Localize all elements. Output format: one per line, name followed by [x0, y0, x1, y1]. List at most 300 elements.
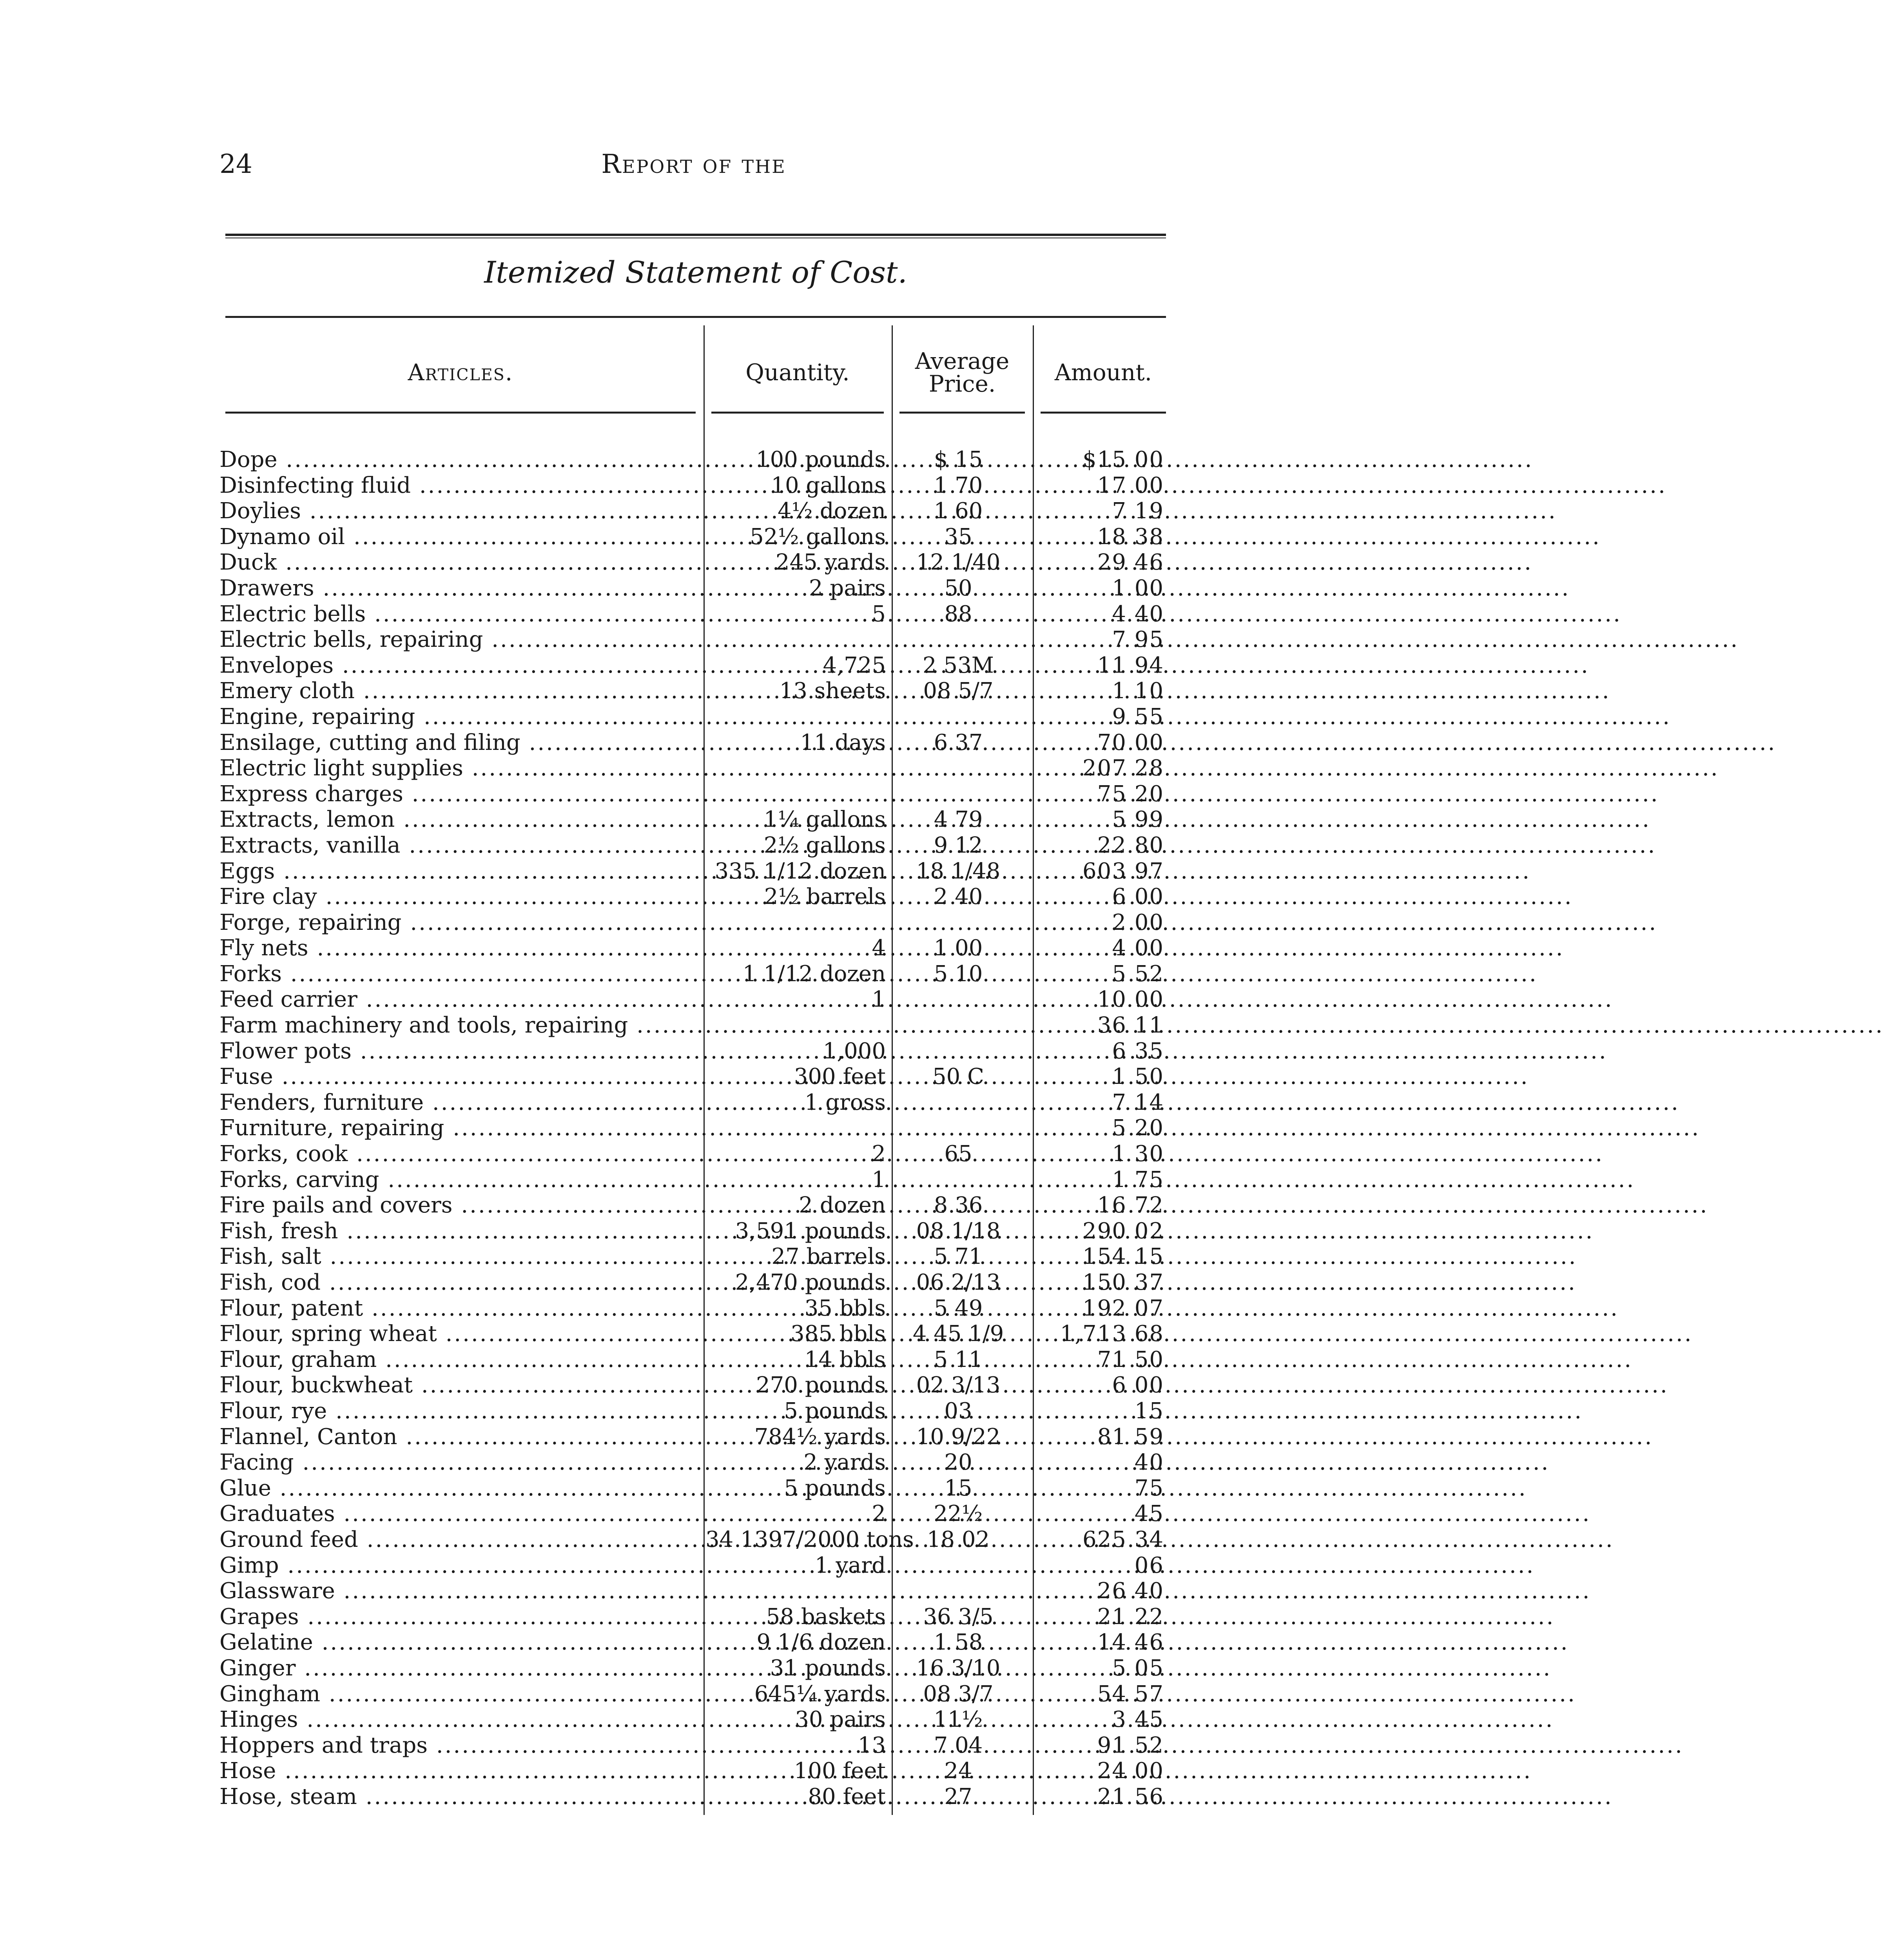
article-cell	[219, 1296, 698, 1321]
article-cell	[219, 858, 698, 884]
amount-cell: 22 80	[1097, 832, 1164, 858]
average-price-cell: 88	[944, 601, 972, 627]
average-price-cell: 6 37	[934, 730, 983, 755]
average-price-cell: 65	[944, 1141, 972, 1167]
average-price-cell: 22½	[934, 1501, 983, 1527]
table-row	[219, 601, 1176, 627]
page-header	[219, 149, 1168, 192]
article-cell	[219, 1501, 698, 1527]
quantity-cell: 5	[872, 601, 886, 627]
article-cell	[219, 678, 698, 704]
table-row	[219, 1578, 1176, 1604]
article-cell	[219, 1578, 698, 1604]
table-row	[219, 1655, 1176, 1681]
table-row	[219, 678, 1176, 704]
amount-cell: 6 00	[1112, 884, 1164, 910]
quantity-cell: 1 gross	[804, 1089, 886, 1115]
quantity-cell: 2 pairs	[809, 575, 886, 601]
table-row	[219, 1630, 1176, 1655]
quantity-cell: 35 bbls	[804, 1295, 886, 1321]
average-price-cell: 35	[944, 524, 972, 550]
amount-cell: 5 99	[1112, 807, 1164, 833]
article-cell	[219, 1784, 698, 1810]
table-row	[219, 1013, 1176, 1038]
article-cell	[219, 730, 698, 756]
average-price-cell: 11½	[934, 1707, 983, 1733]
article-cell	[219, 987, 698, 1013]
article-label: Drawers .....	[219, 575, 698, 601]
article-cell	[219, 1064, 698, 1090]
average-price-cell: 08 3/7	[923, 1681, 994, 1707]
header-underline	[899, 412, 1025, 414]
table-row	[219, 1501, 1176, 1527]
amount-cell: 7 95	[1112, 627, 1164, 653]
article-label: Fire pails and covers .....	[219, 1192, 698, 1218]
article-label: Duck .....	[219, 550, 698, 575]
amount-cell: 1,713 68	[1060, 1321, 1164, 1347]
quantity-cell: 245 yards	[775, 550, 886, 575]
quantity-cell: 3,591 pounds	[735, 1218, 886, 1244]
quantity-cell: 27 barrels	[771, 1244, 886, 1270]
table-row	[219, 1733, 1176, 1759]
article-label: Gimp .....	[219, 1553, 698, 1579]
amount-cell: 6 00	[1112, 1372, 1164, 1398]
article-label: Disinfecting fluid .....	[219, 473, 698, 499]
article-cell	[219, 884, 698, 910]
average-price-cell: 4 45 1/9	[912, 1321, 1004, 1347]
table-row	[219, 987, 1176, 1013]
article-label: Flour, spring wheat .....	[219, 1321, 698, 1347]
amount-cell: 75 20	[1097, 781, 1164, 807]
amount-cell: 1 30	[1112, 1141, 1164, 1167]
quantity-cell: 13 sheets	[779, 678, 886, 704]
table-row	[219, 1398, 1176, 1424]
average-price-cell: 03	[944, 1398, 972, 1424]
quantity-cell: 31 pounds	[770, 1655, 886, 1681]
table-row	[219, 858, 1176, 884]
article-cell	[219, 1733, 698, 1759]
average-price-cell: 24	[944, 1758, 972, 1784]
average-price-cell: 5 71	[934, 1244, 983, 1270]
article-cell	[219, 1038, 698, 1064]
quantity-cell: 34 1397/2000 tons	[705, 1526, 914, 1552]
article-label: Ginger .....	[219, 1655, 698, 1681]
article-cell	[219, 524, 698, 550]
quantity-cell: 14 bbls	[804, 1347, 886, 1372]
quantity-cell: 100 feet	[794, 1758, 886, 1784]
article-label: Envelopes .....	[219, 653, 698, 679]
table-row	[219, 704, 1176, 730]
quantity-cell: 4,725	[823, 652, 886, 678]
amount-cell: 06	[1134, 1552, 1164, 1578]
article-cell	[219, 1398, 698, 1424]
average-price-cell: 2 53M	[922, 652, 994, 678]
article-cell	[219, 1090, 698, 1116]
amount-cell: 16 72	[1097, 1192, 1164, 1218]
quantity-cell: 2,470 pounds	[735, 1270, 886, 1295]
quantity-cell: 100 pounds	[756, 447, 886, 472]
article-label: Fish, fresh .....	[219, 1218, 698, 1244]
average-price-cell: 1 58	[934, 1630, 983, 1655]
header-underline	[225, 412, 696, 414]
table-row	[219, 730, 1176, 756]
article-cell	[219, 627, 698, 653]
article-cell	[219, 1707, 698, 1733]
article-label: Glassware .....	[219, 1578, 698, 1604]
article-label: Flour, buckwheat .....	[219, 1372, 698, 1398]
article-label: Electric bells, repairing .....	[219, 627, 698, 653]
table-row	[219, 1115, 1176, 1141]
quantity-cell: 52½ gallons	[750, 524, 886, 550]
average-price-cell: 8 36	[934, 1192, 983, 1218]
article-cell	[219, 1192, 698, 1218]
average-price-cell: $ 15	[934, 447, 983, 472]
table-row	[219, 1372, 1176, 1398]
article-label: Ground feed .....	[219, 1527, 698, 1553]
average-price-cell: 4 79	[934, 807, 983, 833]
table-row	[219, 1244, 1176, 1270]
quantity-cell: 335 1/12 dozen	[714, 858, 886, 884]
article-cell	[219, 961, 698, 987]
average-price-cell: 02 3/13	[916, 1372, 1001, 1398]
table-row	[219, 1450, 1176, 1475]
table-row	[219, 1347, 1176, 1373]
article-cell	[219, 1321, 698, 1347]
quantity-cell: 9 1/6 dozen	[756, 1630, 886, 1655]
quantity-cell: 1,000	[823, 1038, 886, 1064]
page-number: 24	[219, 149, 252, 179]
table-row	[219, 627, 1176, 653]
table-row	[219, 1475, 1176, 1501]
article-cell	[219, 1347, 698, 1373]
amount-cell: 6 35	[1112, 1038, 1164, 1064]
quantity-cell: 300 feet	[794, 1064, 886, 1090]
quantity-cell: 5 pounds	[784, 1398, 886, 1424]
amount-cell: 45	[1134, 1501, 1164, 1527]
average-price-cell: 16 3/10	[916, 1655, 1001, 1681]
quantity-cell: 1	[872, 1167, 886, 1192]
table-row	[219, 1167, 1176, 1193]
amount-cell: 21 56	[1097, 1784, 1164, 1809]
table-row	[219, 1604, 1176, 1630]
amount-cell: 5 52	[1112, 961, 1164, 987]
article-cell	[219, 1424, 698, 1450]
article-cell	[219, 1681, 698, 1707]
table-row	[219, 833, 1176, 858]
amount-cell: 192 07	[1083, 1295, 1164, 1321]
article-label: Dynamo oil .....	[219, 524, 698, 550]
title-rule	[225, 316, 1166, 318]
article-cell	[219, 910, 698, 936]
table-row	[219, 1038, 1176, 1064]
amount-cell: 290 02	[1083, 1218, 1164, 1244]
article-cell	[219, 1141, 698, 1167]
table-row	[219, 524, 1176, 550]
amount-cell: 26 40	[1097, 1578, 1164, 1604]
header-underline	[1041, 412, 1166, 414]
article-cell	[219, 1218, 698, 1244]
article-label: Fuse .....	[219, 1064, 698, 1090]
quantity-cell: 1 1/12 dozen	[742, 961, 886, 987]
table-row	[219, 473, 1176, 499]
average-price-cell: 7 04	[934, 1732, 983, 1758]
quantity-cell: 385 bbls	[790, 1321, 886, 1347]
amount-cell: 4 00	[1112, 935, 1164, 961]
article-cell	[219, 1758, 698, 1784]
table-row	[219, 1527, 1176, 1553]
column-header-average-price: Average Price.	[915, 348, 1010, 397]
table-row	[219, 653, 1176, 679]
amount-cell: 2 00	[1112, 909, 1164, 935]
table-row	[219, 447, 1176, 473]
amount-cell: 17 00	[1097, 472, 1164, 498]
article-label: Extracts, lemon .....	[219, 807, 698, 833]
running-title: Report of the	[601, 149, 786, 179]
article-cell	[219, 1244, 698, 1270]
average-price-cell: 5 49	[934, 1295, 983, 1321]
amount-cell: 1 75	[1112, 1167, 1164, 1192]
article-label: Farm machinery and tools, repairing .....	[219, 1013, 698, 1038]
table-row	[219, 1296, 1176, 1321]
article-cell	[219, 653, 698, 679]
table-row	[219, 1681, 1176, 1707]
column-header-amount: Amount.	[1054, 359, 1152, 386]
amount-cell: 81 59	[1097, 1424, 1164, 1450]
table-row	[219, 1321, 1176, 1347]
article-cell	[219, 575, 698, 601]
amount-cell: 75	[1134, 1475, 1164, 1501]
amount-cell: 24 00	[1097, 1758, 1164, 1784]
amount-cell: 1 10	[1112, 678, 1164, 704]
quantity-cell: 10 gallons	[771, 472, 886, 498]
average-price-cell: 12 1/40	[916, 550, 1001, 575]
amount-cell: 36 11	[1097, 1013, 1164, 1038]
article-label: Grapes .....	[219, 1604, 698, 1630]
amount-cell: 40	[1134, 1450, 1164, 1475]
article-cell	[219, 447, 698, 473]
quantity-cell: 270 pounds	[756, 1372, 886, 1398]
article-cell	[219, 1013, 698, 1038]
article-label: Fenders, furniture .....	[219, 1090, 698, 1116]
article-label: Forge, repairing .....	[219, 910, 698, 936]
header-rule	[225, 234, 1166, 236]
amount-cell: 625 34	[1083, 1526, 1164, 1552]
table-row	[219, 498, 1176, 524]
quantity-cell: 784½ yards	[754, 1424, 886, 1450]
amount-cell: 54 57	[1097, 1681, 1164, 1707]
quantity-cell: 4	[872, 935, 886, 961]
average-price-cell: 2 40	[934, 884, 983, 910]
amount-cell: 5 20	[1112, 1115, 1164, 1141]
average-price-cell: 08 1/18	[916, 1218, 1001, 1244]
table-row	[219, 1218, 1176, 1244]
statement-title: Itemized Statement of Cost.	[484, 255, 907, 290]
average-price-cell: 27	[944, 1784, 972, 1809]
quantity-cell: 5 pounds	[784, 1475, 886, 1501]
average-price-cell: 20	[944, 1450, 972, 1475]
quantity-cell: 2½ gallons	[763, 832, 886, 858]
average-price-cell: 1 60	[934, 498, 983, 524]
article-label: Graduates .....	[219, 1501, 698, 1527]
amount-cell: $15 00	[1083, 447, 1164, 472]
amount-cell: 9 55	[1112, 704, 1164, 730]
average-price-cell: 18 02	[927, 1526, 990, 1552]
article-label: Flower pots .....	[219, 1038, 698, 1064]
quantity-cell: 1¼ gallons	[763, 807, 886, 833]
quantity-cell: 645¼ yards	[754, 1681, 886, 1707]
article-cell	[219, 781, 698, 807]
table-row	[219, 807, 1176, 833]
article-label: Fly nets .....	[219, 935, 698, 961]
article-cell	[219, 550, 698, 575]
average-price-cell: 50 C	[932, 1064, 984, 1090]
header-underline	[711, 412, 884, 414]
article-label: Hinges .....	[219, 1707, 698, 1733]
table-row	[219, 1424, 1176, 1450]
table-row	[219, 1270, 1176, 1296]
article-label: Doylies .....	[219, 498, 698, 524]
article-label: Flannel, Canton .....	[219, 1424, 698, 1450]
article-label: Forks, cook .....	[219, 1141, 698, 1167]
amount-cell: 15	[1134, 1398, 1164, 1424]
amount-cell: 71 50	[1097, 1347, 1164, 1372]
quantity-cell: 11 days	[800, 730, 886, 755]
amount-cell: 4 40	[1112, 601, 1164, 627]
article-cell	[219, 807, 698, 833]
table-row	[219, 961, 1176, 987]
average-price-cell: 9 12	[934, 832, 983, 858]
article-cell	[219, 601, 698, 627]
amount-cell: 14 46	[1097, 1630, 1164, 1655]
article-label: Fish, cod .....	[219, 1270, 698, 1296]
amount-cell: 91 52	[1097, 1732, 1164, 1758]
amount-cell: 7 19	[1112, 498, 1164, 524]
column-header-articles: Articles.	[408, 359, 513, 386]
quantity-cell: 1	[872, 987, 886, 1013]
article-label: Engine, repairing .....	[219, 704, 698, 730]
article-label: Ensilage, cutting and filing .....	[219, 730, 698, 756]
article-label: Electric light supplies .....	[219, 755, 698, 781]
amount-cell: 70 00	[1097, 730, 1164, 755]
article-label: Dope .....	[219, 447, 698, 473]
article-cell	[219, 1115, 698, 1141]
average-price-cell: 08 5/7	[923, 678, 994, 704]
article-cell	[219, 1270, 698, 1296]
average-price-cell: 15	[944, 1475, 972, 1501]
amount-cell: 5 05	[1112, 1655, 1164, 1681]
article-cell	[219, 1475, 698, 1501]
amount-cell: 11 94	[1097, 652, 1164, 678]
table-row	[219, 755, 1176, 781]
table-row	[219, 1553, 1176, 1579]
quantity-cell: 13	[858, 1732, 886, 1758]
article-label: Hose .....	[219, 1758, 698, 1784]
table-row	[219, 935, 1176, 961]
article-cell	[219, 1553, 698, 1579]
quantity-cell: 2 dozen	[799, 1192, 886, 1218]
average-price-cell: 1 00	[934, 935, 983, 961]
table-row	[219, 575, 1176, 601]
table-row	[219, 1064, 1176, 1090]
amount-cell: 207 28	[1083, 755, 1164, 781]
article-cell	[219, 1655, 698, 1681]
average-price-cell: 36 3/5	[923, 1604, 994, 1630]
article-cell	[219, 1630, 698, 1655]
article-cell	[219, 473, 698, 499]
article-cell	[219, 704, 698, 730]
article-label: Facing .....	[219, 1450, 698, 1475]
amount-cell: 154 15	[1083, 1244, 1164, 1270]
amount-cell: 1 50	[1112, 1064, 1164, 1090]
article-cell	[219, 1167, 698, 1193]
article-cell	[219, 498, 698, 524]
article-label: Fish, salt .....	[219, 1244, 698, 1270]
average-price-cell: 06 2/13	[916, 1270, 1001, 1295]
article-label: Fire clay .....	[219, 884, 698, 910]
table-row	[219, 1758, 1176, 1784]
article-label: Furniture, repairing .....	[219, 1115, 698, 1141]
article-label: Emery cloth .....	[219, 678, 698, 704]
article-label: Extracts, vanilla .....	[219, 833, 698, 858]
article-label: Feed carrier .....	[219, 987, 698, 1013]
article-cell	[219, 935, 698, 961]
article-label: Forks .....	[219, 961, 698, 987]
amount-cell: 10 00	[1097, 987, 1164, 1013]
article-cell	[219, 833, 698, 858]
table-row	[219, 1192, 1176, 1218]
amount-cell: 7 14	[1112, 1089, 1164, 1115]
article-label: Glue .....	[219, 1475, 698, 1501]
article-cell	[219, 1604, 698, 1630]
article-label: Electric bells .....	[219, 601, 698, 627]
average-price-cell: 1 70	[934, 472, 983, 498]
article-label: Forks, carving .....	[219, 1167, 698, 1193]
article-label: Hose, steam .....	[219, 1784, 698, 1810]
quantity-cell: 2½ barrels	[764, 884, 886, 910]
article-label: Express charges .....	[219, 781, 698, 807]
quantity-cell: 58 baskets	[766, 1604, 886, 1630]
article-label: Gingham .....	[219, 1681, 698, 1707]
amount-cell: 603 97	[1083, 858, 1164, 884]
quantity-cell: 80 feet	[808, 1784, 886, 1809]
table-row	[219, 550, 1176, 575]
average-price-cell: 5 11	[934, 1347, 983, 1372]
quantity-cell: 4½ dozen	[778, 498, 886, 524]
table-row	[219, 1090, 1176, 1116]
table-row	[219, 1707, 1176, 1733]
cost-table	[219, 447, 1176, 1809]
quantity-cell: 2 yards	[803, 1450, 886, 1475]
article-cell	[219, 1450, 698, 1475]
amount-cell: 1 00	[1112, 575, 1164, 601]
table-row	[219, 781, 1176, 807]
table-row	[219, 884, 1176, 910]
quantity-cell: 1 yard	[814, 1552, 886, 1578]
column-header-quantity: Quantity.	[745, 359, 850, 386]
amount-cell: 21 22	[1097, 1604, 1164, 1630]
article-cell	[219, 1372, 698, 1398]
average-price-cell: 50	[944, 575, 972, 601]
quantity-cell: 30 pairs	[795, 1707, 886, 1733]
average-price-cell: 18 1/48	[916, 858, 1001, 884]
table-row	[219, 1784, 1176, 1810]
article-cell	[219, 1527, 698, 1553]
article-label: Gelatine .....	[219, 1630, 698, 1655]
quantity-cell: 2	[872, 1501, 886, 1527]
amount-cell: 3 45	[1112, 1707, 1164, 1733]
article-label: Flour, graham .....	[219, 1347, 698, 1373]
article-label: Hoppers and traps .....	[219, 1733, 698, 1759]
